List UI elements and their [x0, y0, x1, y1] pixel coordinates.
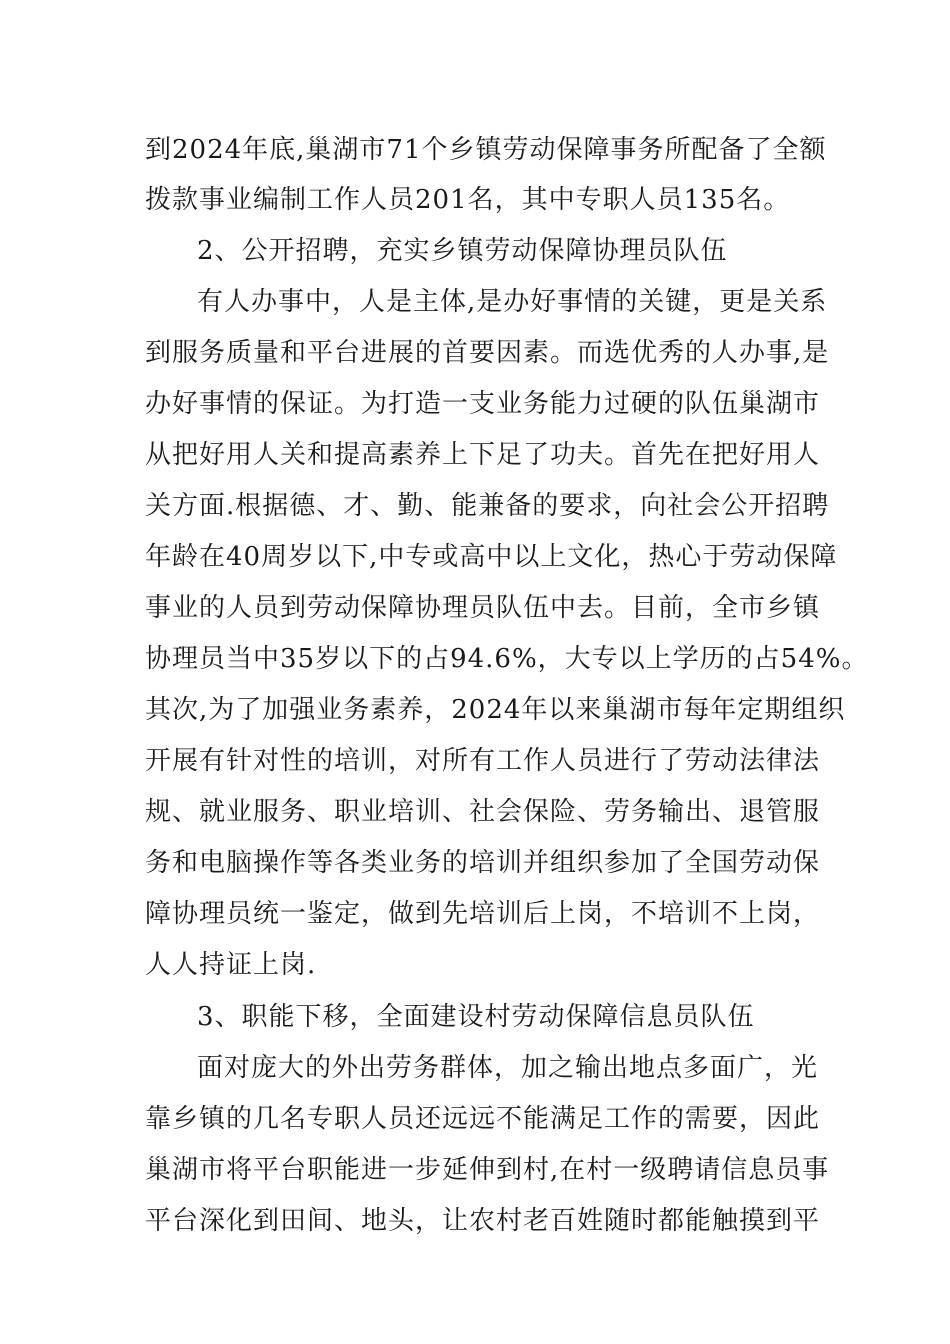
body-text-line: 事业的人员到劳动保障协理员队伍中去。目前，全市乡镇 [145, 593, 821, 623]
section-heading: 3、职能下移，全面建设村劳动保障信息员队伍 [197, 1002, 755, 1032]
body-text-line: 平台深化到田间、地头，让农村老百姓随时都能触摸到平 [145, 1206, 821, 1236]
body-text-line: 其次,为了加强业务素养，2024年以来巢湖市每年定期组织 [145, 695, 846, 725]
body-text-line: 拨款事业编制工作人员201名，其中专职人员135名。 [145, 185, 791, 215]
body-text-line: 从把好用人关和提高素养上下足了功夫。首先在把好用人 [145, 440, 821, 470]
body-text-line: 到服务质量和平台进展的首要因素。而选优秀的人办事,是 [145, 338, 830, 368]
body-text-line: 务和电脑操作等各类业务的培训并组织参加了全国劳动保 [145, 848, 821, 878]
paragraph-first-line: 有人办事中，人是主体,是办好事情的关键，更是关系 [197, 287, 828, 317]
body-text-line: 巢湖市将平台职能进一步延伸到村,在村一级聘请信息员事 [145, 1155, 830, 1185]
body-text-line: 办好事情的保证。为打造一支业务能力过硬的队伍巢湖市 [145, 389, 821, 419]
body-text-line: 协理员当中35岁以下的占94.6%，大专以上学历的占54%。 [145, 644, 869, 674]
body-text-line: 靠乡镇的几名专职人员还远远不能满足工作的需要，因此 [145, 1104, 821, 1134]
section-heading: 2、公开招聘，充实乡镇劳动保障协理员队伍 [197, 236, 728, 266]
body-text-line: 开展有针对性的培训，对所有工作人员进行了劳动法律法 [145, 746, 821, 776]
body-text-line: 人人持证上岗. [145, 950, 317, 980]
paragraph-first-line: 面对庞大的外出劳务群体，加之输出地点多面广，光 [197, 1053, 819, 1083]
body-text-line: 规、就业服务、职业培训、社会保险、劳务输出、退管服 [145, 797, 821, 827]
body-text-line: 到2024年底,巢湖市71个乡镇劳动保障事务所配备了全额 [145, 135, 827, 165]
body-text-line: 关方面.根据德、才、勤、能兼备的要求，向社会公开招聘 [145, 491, 830, 521]
body-text-line: 障协理员统一鉴定，做到先培训后上岗，不培训不上岗， [145, 899, 821, 929]
body-text-line: 年龄在40周岁以下,中专或高中以上文化，热心于劳动保障 [145, 542, 838, 572]
